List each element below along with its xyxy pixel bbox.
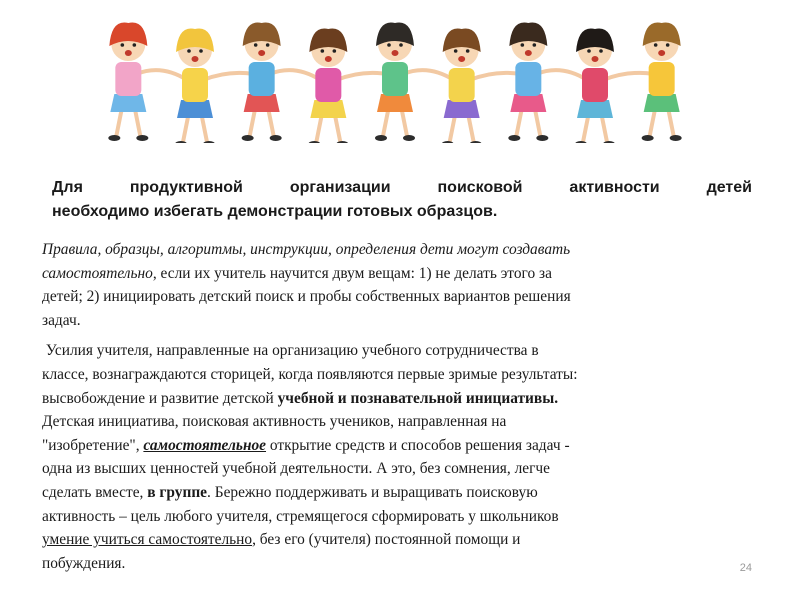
slide-body	[42, 238, 742, 575]
text: открытие средств и способов решения задач -	[266, 436, 570, 454]
text: . Бережно поддерживать и выращивать поисковую	[207, 483, 538, 501]
heading-line-2: необходимо избегать демонстрации готовых образцов.	[52, 203, 498, 220]
child-figure	[308, 28, 387, 143]
text-line: Детская инициатива, поисковая активность учеников, направленная на	[42, 413, 507, 431]
italic-text: Правила, образцы, алгоритмы, инструкции, определения дети могут создавать	[42, 241, 571, 258]
text-line: классе, вознаграждаются сторицей, когда появляются первые зримые результаты:	[42, 365, 578, 383]
text-line: Усилия учителя, направленные на организацию учебного сотрудничества в	[42, 342, 539, 360]
text-line: активность – цель любого учителя, стремящегося сформировать у школьников	[42, 507, 559, 525]
underlined-text: умение учиться самостоятельно	[42, 531, 253, 549]
bold-italic-underlined-text: самостоятельное	[143, 436, 267, 454]
child-figure	[442, 28, 521, 143]
bold-text: учебной и познавательной инициативы.	[277, 389, 559, 407]
child-figure	[575, 28, 654, 143]
page-number: 24	[739, 562, 752, 574]
text-line: задач.	[42, 311, 81, 329]
child-figure	[375, 22, 454, 141]
child-figure	[242, 22, 321, 141]
text-line: детей; 2) инициировать детский поиск и пробы собственных вариантов решения	[42, 288, 571, 306]
italic-text: самостоятельно	[42, 264, 153, 282]
text: сделать вместе,	[42, 483, 148, 501]
text-line: одна из высших ценностей учебной деятельности. А это, без сомнения, легче	[42, 460, 550, 478]
bold-text: в группе	[147, 483, 208, 501]
text: "изобретение",	[42, 436, 144, 454]
child-figure	[175, 28, 254, 143]
children-holding-hands-illustration	[95, 8, 695, 143]
heading-line-1: Для продуктивной организации поисковой активности детей	[52, 179, 752, 196]
child-figure	[642, 22, 682, 141]
paragraph-teacher-efforts	[42, 339, 742, 575]
text-line: побуждения.	[42, 554, 126, 572]
text: , если их учитель научится двум вещам: 1) не делать этого за	[152, 264, 552, 282]
slide-heading	[52, 176, 752, 224]
text: высвобождение и развитие детской	[42, 389, 278, 407]
child-figure	[108, 22, 187, 141]
text: , без его (учителя) постоянной помощи и	[252, 531, 521, 549]
paragraph-rules	[42, 238, 742, 332]
child-figure	[508, 22, 587, 141]
